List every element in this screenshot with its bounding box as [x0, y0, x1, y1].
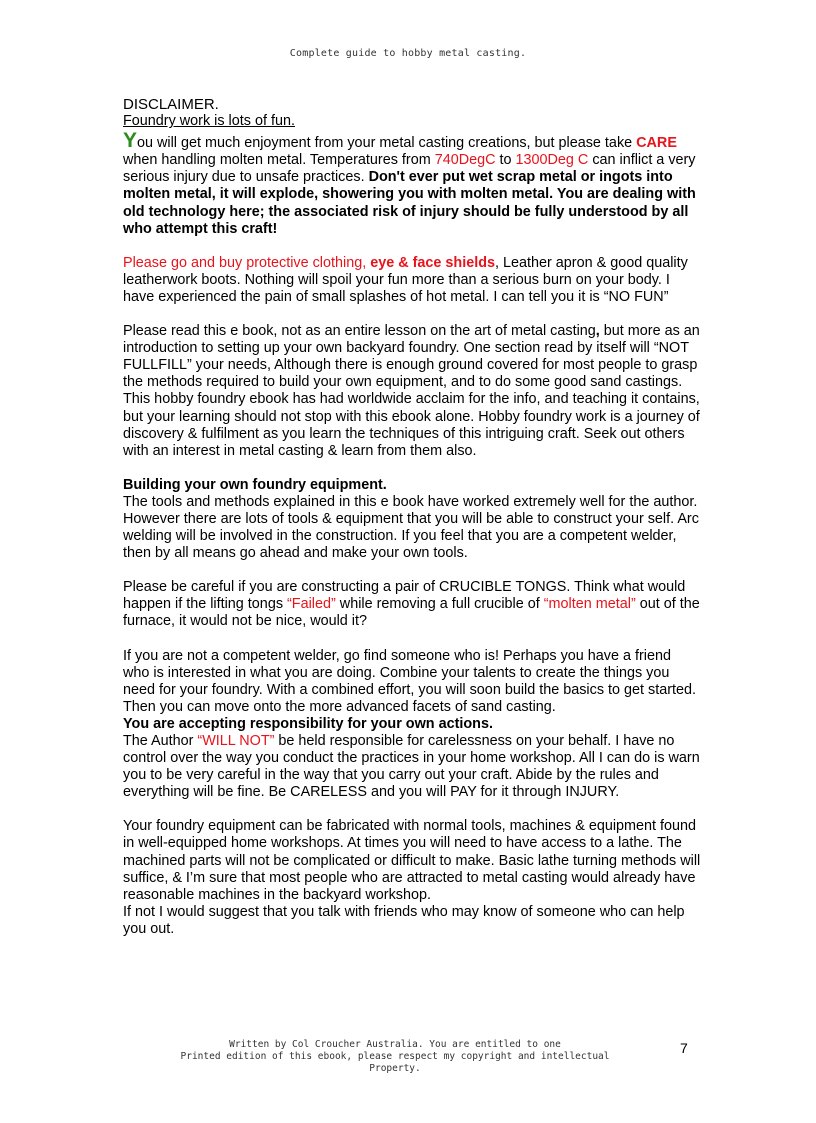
- responsibility-heading: You are accepting responsibility for your own actions.: [123, 715, 493, 732]
- building-heading: Building your own foundry equipment.: [123, 476, 387, 493]
- responsibility-paragraph: [123, 733, 701, 801]
- disclaimer-paragraph-4: This hobby foundry ebook has had worldwide acclaim for the info, and teaching it contains, but your learning should not stop with this ebook alone. Hobby foundry work is a journey of discovery & fulfilment as you learn the techniques of this intriguing craft. Seek out others with an interest in metal casting & learn from them also.: [123, 391, 700, 459]
- warning-bold: Don't ever put wet scrap metal or ingots into molten metal, it will explode, showering you with molten metal. You are dealing with old technology here; the associated risk of injury should be fully understood by all who attempt this craft!: [123, 169, 696, 237]
- molten-metal-quote: “molten metal”: [543, 596, 636, 613]
- disclaimer-paragraph-2: [123, 255, 701, 306]
- page-number: 7: [680, 1040, 688, 1056]
- temperature-high: 1300Deg C: [515, 152, 589, 169]
- text-run: but more as an introduction to setting up your own backyard foundry. One section read by itself will “NOT FULLFILL” your needs, Although there is enough ground covered for most people to grasp the methods required to build your own equipment, and to do some good sand castings.: [123, 323, 700, 391]
- text-run: , Leather apron & good quality leatherwork boots. Nothing will spoil your fun more than a serious burn on your body. I have experienced the pain of small splashes of hot metal. I can tell you it is “NO FUN”: [123, 254, 688, 305]
- disclaimer-subtitle: Foundry work is lots of fun.: [123, 113, 295, 130]
- text-run: can inflict a very serious injury due to unsafe practices.: [123, 152, 696, 186]
- text-run: to: [495, 152, 516, 169]
- eye-face-shields: eye & face shields: [370, 254, 495, 271]
- text-run: when handling molten metal. Temperatures from: [123, 152, 435, 169]
- care-emphasis: CARE: [636, 135, 677, 152]
- failed-quote: “Failed”: [287, 596, 336, 613]
- disclaimer-paragraph-3: [123, 323, 701, 391]
- drop-cap: Y: [123, 129, 138, 153]
- text-run: Please be careful if you are constructing a pair of CRUCIBLE TONGS. Think what would happen if the lifting tongs: [123, 579, 686, 613]
- footer-line-2: Printed edition of this ebook, please respect my copyright and intellectual: [180, 1051, 610, 1062]
- text-run: ,: [595, 323, 600, 340]
- building-paragraph-1: The tools and methods explained in this e book have worked extremely well for the author. However there are lots of tools & equipment that you will be able to construct your self. Arc welding will be involved in the construction. If you feel that you are a competent welder, then by all means go ahead and make your own tools.: [123, 493, 699, 562]
- text-run: The Author: [123, 733, 198, 749]
- temperature-low: 740DegC: [434, 152, 496, 169]
- text-run: be held responsible for carelessness on your behalf. I have no control over the way you conduct the practices in your home workshop. All I can do is warn you to be very careful in the way that you carry out your craft. Abide by the rules and everything will be fine. Be CARELESS and you will PAY for it through INJURY.: [123, 733, 700, 801]
- building-paragraph-2: [123, 579, 701, 630]
- building-paragraph-3: If you are not a competent welder, go find someone who is! Perhaps you have a friend who is interested in what you are doing. Combine your talents to create the things you need for your foundry. With a combined effort, you will soon build the basics to get started. Then you can move onto the more advanced facets of sand casting.: [123, 647, 697, 715]
- protective-clothing-text: Please go and buy protective clothing,: [123, 254, 371, 271]
- footer-line-3: Property.: [369, 1063, 421, 1074]
- text-run: ou will get much enjoyment from your metal casting creations, but please take: [137, 135, 637, 152]
- text-run: out of the furnace, it would not be nice, would it?: [123, 596, 700, 630]
- copyright-footer: [130, 1039, 660, 1075]
- fabrication-paragraph-1: Your foundry equipment can be fabricated with normal tools, machines & equipment found in well-equipped home workshops. At times you will need to have access to a lathe. The machined parts will not be complicated or difficult to make. Basic lathe turning methods will suffice, & I’m sure that most people who are attracted to metal casting would already have reasonable machines in the backyard workshop.: [123, 818, 701, 903]
- footer-line-1: Written by Col Croucher Australia. You are entitled to one: [229, 1039, 561, 1050]
- disclaimer-paragraph-1: [123, 129, 701, 238]
- disclaimer-title: DISCLAIMER.: [123, 96, 219, 113]
- body-text: [123, 96, 701, 938]
- text-run: while removing a full crucible of: [335, 596, 544, 613]
- will-not-quote: “WILL NOT”: [197, 733, 275, 749]
- text-run: Please read this e book, not as an entire lesson on the art of metal casting: [123, 323, 596, 340]
- fabrication-paragraph-2: If not I would suggest that you talk with friends who may know of someone who can help you out.: [123, 903, 685, 937]
- running-header: Complete guide to hobby metal casting.: [289, 48, 527, 59]
